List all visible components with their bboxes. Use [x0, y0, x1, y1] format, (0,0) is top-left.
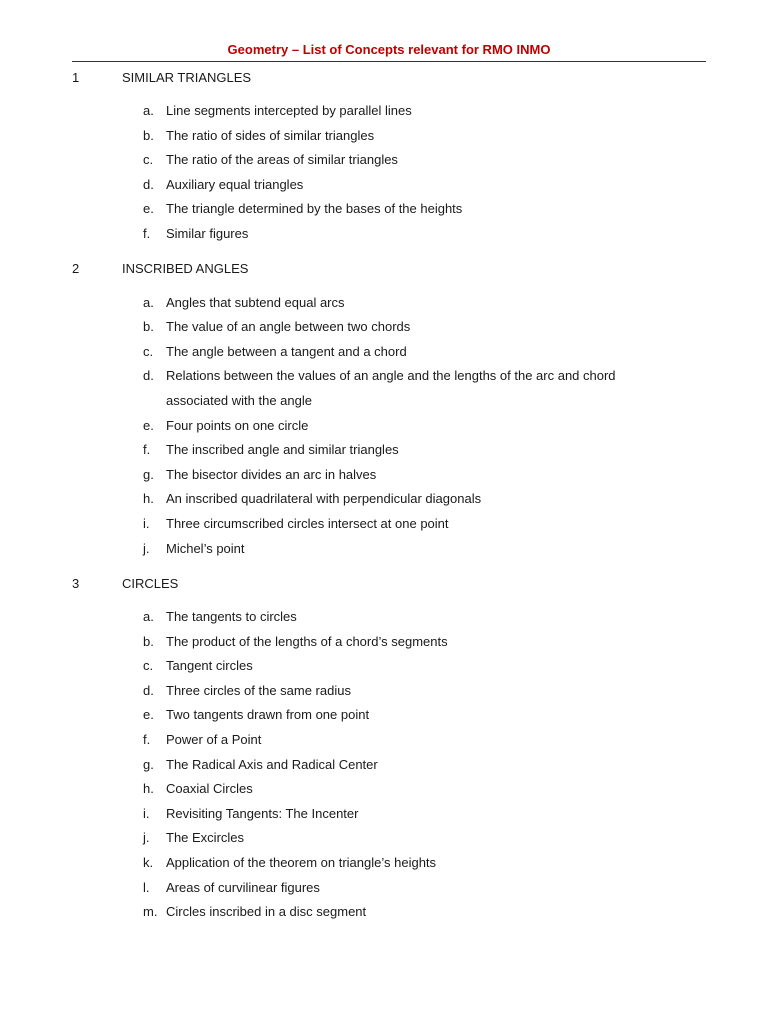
- list-item: [72, 173, 706, 198]
- list-item-marker: i.: [143, 515, 150, 531]
- list-item-text: Similar figures: [166, 225, 249, 241]
- title-divider: [72, 61, 706, 62]
- list-item-marker: g.: [143, 756, 154, 772]
- list-item-text: The triangle determined by the bases of the heights: [166, 201, 463, 217]
- list-item-text: The tangents to circles: [166, 609, 297, 625]
- list-item-text: An inscribed quadrilateral with perpendicular diagonals: [166, 491, 482, 507]
- list-item-marker: j.: [143, 540, 150, 556]
- list-item-text: The ratio of the areas of similar triangles: [166, 152, 398, 168]
- list-item: [72, 222, 706, 247]
- list-item-marker: m.: [143, 904, 158, 920]
- section-item-list: [72, 99, 706, 247]
- list-item: [72, 630, 706, 655]
- list-item: [72, 703, 706, 728]
- list-item-text: Areas of curvilinear figures: [166, 879, 320, 895]
- list-item-marker: a.: [143, 103, 154, 118]
- list-item-text: Relations between the values of an angle and the lengths of the arc and chord associated with the angle: [166, 368, 616, 408]
- list-item-marker: h.: [143, 491, 154, 507]
- section-item-list: [72, 291, 706, 562]
- list-item-text: The value of an angle between two chords: [166, 319, 411, 335]
- list-item-text: Power of a Point: [166, 732, 262, 748]
- list-item: [72, 826, 706, 851]
- list-item-marker: c.: [143, 152, 154, 168]
- section-item-list: [72, 605, 706, 925]
- list-item-marker: l.: [143, 879, 150, 895]
- list-item-text: The angle between a tangent and a chord: [166, 343, 407, 359]
- list-item-marker: k.: [143, 855, 154, 871]
- list-item: [72, 537, 706, 562]
- list-item-text: Three circumscribed circles intersect at one point: [166, 515, 449, 531]
- list-item-marker: a.: [143, 294, 154, 310]
- section-title: INSCRIBED ANGLES: [122, 261, 249, 277]
- list-item-text: Tangent circles: [166, 658, 253, 674]
- list-item: [72, 605, 706, 630]
- list-item: [72, 340, 706, 365]
- list-item-text: Two tangents drawn from one point: [166, 707, 370, 723]
- list-item: [72, 291, 706, 316]
- list-item: [72, 99, 706, 124]
- list-item-text: Angles that subtend equal arcs: [166, 294, 345, 310]
- list-item-text: The inscribed angle and similar triangles: [166, 442, 399, 458]
- list-item-text: The Radical Axis and Radical Center: [166, 756, 378, 772]
- list-item-marker: b.: [143, 127, 154, 143]
- section-number: 2: [72, 261, 80, 277]
- list-item-text: Application of the theorem on triangle’s heights: [166, 855, 437, 871]
- list-item: [72, 414, 706, 439]
- list-item: [72, 124, 706, 149]
- list-item-text: Auxiliary equal triangles: [166, 176, 304, 192]
- list-item-marker: f.: [143, 225, 151, 241]
- list-item: [72, 753, 706, 778]
- list-item-marker: e.: [143, 201, 154, 217]
- list-item: [72, 876, 706, 901]
- list-item-marker: f.: [143, 732, 151, 748]
- section-title: SIMILAR TRIANGLES: [122, 69, 252, 85]
- section-number: 3: [72, 575, 80, 591]
- list-item-marker: f.: [143, 442, 151, 458]
- list-item-text: Line segments intercepted by parallel lines: [166, 103, 412, 118]
- list-item-marker: d.: [143, 176, 154, 192]
- list-item-marker: e.: [143, 707, 154, 723]
- list-item-marker: c.: [143, 343, 154, 359]
- list-item: [72, 900, 706, 925]
- list-item-marker: a.: [143, 609, 154, 625]
- list-item: [72, 197, 706, 222]
- list-item-text: The product of the lengths of a chord’s segments: [166, 633, 448, 649]
- section-heading: [72, 66, 706, 88]
- section-similar-triangles: [72, 66, 706, 247]
- list-item-marker: e.: [143, 417, 154, 433]
- list-item-text: The ratio of sides of similar triangles: [166, 127, 375, 143]
- list-item-text: Three circles of the same radius: [166, 682, 351, 698]
- section-inscribed-angles: [72, 258, 706, 562]
- document-body: [72, 66, 706, 936]
- list-item: [72, 851, 706, 876]
- list-item-marker: g.: [143, 466, 154, 482]
- list-item-marker: b.: [143, 633, 154, 649]
- list-item: [72, 728, 706, 753]
- section-number: 1: [72, 69, 80, 85]
- list-item-marker: c.: [143, 658, 154, 674]
- list-item: [72, 487, 706, 512]
- list-item-text: The bisector divides an arc in halves: [166, 466, 377, 482]
- list-item-marker: i.: [143, 805, 150, 821]
- list-item: [72, 438, 706, 463]
- list-item: [72, 364, 706, 413]
- list-item: [72, 512, 706, 537]
- list-item-marker: j.: [143, 830, 150, 846]
- list-item: [72, 679, 706, 704]
- list-item: [72, 654, 706, 679]
- section-heading: [72, 572, 706, 594]
- list-item-text: Circles inscribed in a disc segment: [166, 904, 367, 920]
- list-item-marker: d.: [143, 368, 154, 384]
- list-item: [72, 802, 706, 827]
- list-item-marker: d.: [143, 682, 154, 698]
- list-item-text: Revisiting Tangents: The Incenter: [166, 805, 359, 821]
- list-item-marker: h.: [143, 781, 154, 797]
- list-item-text: Michel’s point: [166, 540, 245, 556]
- document-title: Geometry – List of Concepts relevant for RMO INMO: [227, 42, 551, 57]
- list-item-text: Four points on one circle: [166, 417, 309, 433]
- list-item: [72, 463, 706, 488]
- section-title: CIRCLES: [122, 575, 179, 591]
- list-item: [72, 148, 706, 173]
- list-item-text: The Excircles: [166, 830, 245, 846]
- section-circles: [72, 572, 706, 925]
- list-item-marker: b.: [143, 319, 154, 335]
- list-item: [72, 777, 706, 802]
- section-heading: [72, 258, 706, 280]
- list-item: [72, 315, 706, 340]
- list-item-text: Coaxial Circles: [166, 781, 253, 797]
